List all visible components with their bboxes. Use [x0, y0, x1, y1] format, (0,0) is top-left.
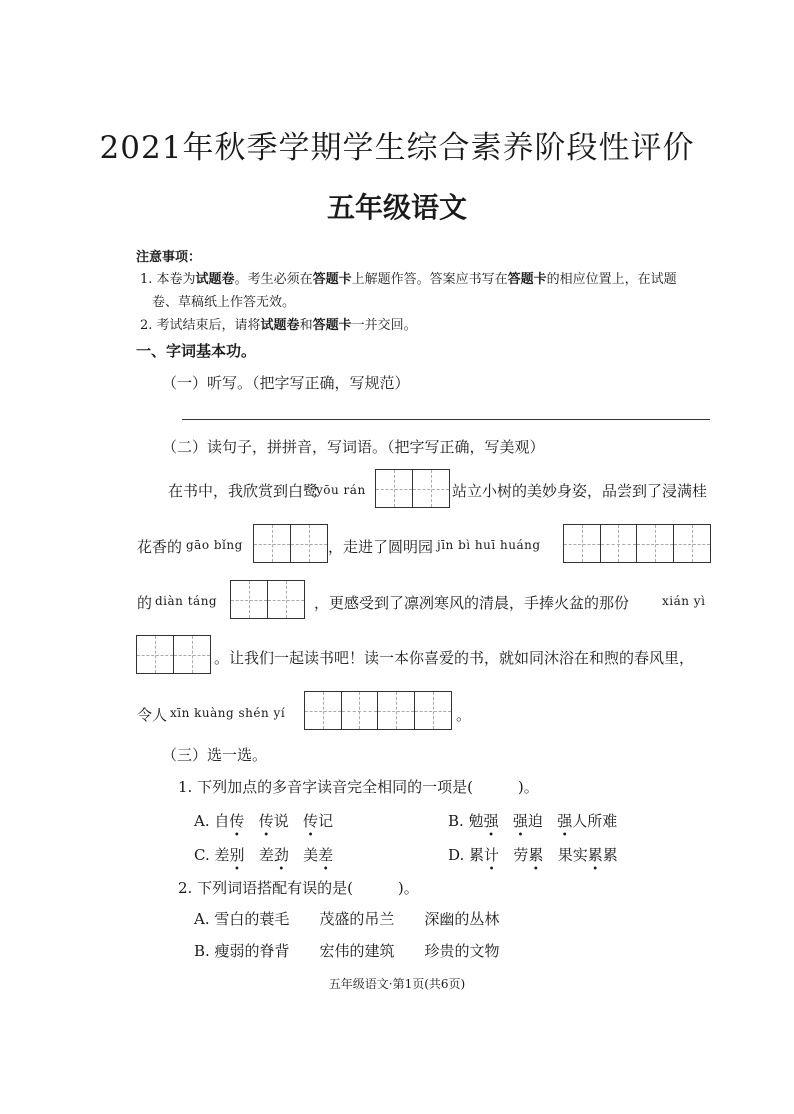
- pinyin-2: gāo bǐng: [186, 538, 243, 552]
- section-1-heading: 一、字词基本功。: [136, 342, 257, 360]
- answer-box-3[interactable]: [563, 524, 711, 563]
- notes-heading: 注意事项：: [136, 250, 202, 265]
- sentence-4: 。让我们一起读书吧！读一本你喜爱的书，就如同沐浴在和煦的春风里，: [214, 649, 695, 667]
- note-1: 1. 本卷为试题卷。考生必须在答题卡上解题作答。答案应书写在答题卡的相应位置上，在试题: [140, 272, 677, 287]
- answer-box-2[interactable]: [253, 524, 328, 563]
- q1-option-c: C. 差别 差劲 美差: [194, 846, 334, 864]
- dictation-line: [182, 419, 710, 420]
- sentence-3b: ，更感受到了凛冽寒风的清晨，手捧火盆的那份: [314, 594, 630, 612]
- page-footer: 五年级语文·第1页(共6页): [328, 977, 466, 991]
- q1-option-b: B. 勉强 强迫 强人所难: [448, 812, 618, 830]
- q1-option-d: D. 累计 劳累 果实累累: [448, 846, 618, 864]
- exam-subtitle: 五年级语文: [326, 191, 467, 224]
- part-3-heading: （三）选一选。: [162, 746, 268, 764]
- sentence-1b: 站立小树的美妙身姿，品尝到了浸满桂: [452, 482, 708, 500]
- answer-box-6[interactable]: [304, 691, 452, 730]
- sentence-5b: 。: [456, 706, 472, 724]
- pinyin-4: diàn táng: [155, 594, 218, 608]
- sentence-2a: 花香的: [137, 538, 183, 556]
- pinyin-1: yōu rán: [316, 483, 366, 497]
- question-2: 2. 下列词语搭配有误的是( )。: [178, 879, 419, 897]
- q2-option-a: A. 雪白的蓑毛 茂盛的吊兰 深幽的丛林: [194, 910, 500, 928]
- pinyin-3: jīn bì huī huáng: [437, 538, 541, 552]
- q1-option-a: A. 自传 传说 传记: [194, 812, 334, 830]
- part-1-heading: （一）听写。（把字写正确，写规范）: [162, 374, 410, 392]
- sentence-1a: 在书中，我欣赏到白鹭: [168, 482, 319, 500]
- exam-title: 2021年秋季学期学生综合素养阶段性评价: [99, 130, 695, 166]
- answer-box-5[interactable]: [136, 635, 211, 674]
- answer-box-4[interactable]: [230, 580, 305, 619]
- pinyin-5: xián yì: [662, 594, 706, 608]
- part-2-heading: （二）读句子，拼拼音，写词语。（把字写正确，写美观）: [162, 438, 545, 456]
- sentence-3a: 的: [137, 594, 153, 612]
- note-1-line2: 卷、草稿纸上作答无效。: [152, 295, 296, 310]
- pinyin-6: xīn kuàng shén yí: [170, 706, 286, 720]
- note-2: 2. 考试结束后，请将试题卷和答题卡一并交回。: [140, 318, 417, 333]
- q2-option-b: B. 瘦弱的脊背 宏伟的建筑 珍贵的文物: [194, 942, 500, 960]
- question-1: 1. 下列加点的多音字读音完全相同的一项是( )。: [178, 778, 539, 796]
- answer-box-1[interactable]: [375, 469, 450, 508]
- sentence-2b: ，走进了圆明园: [328, 538, 434, 556]
- sentence-5a: 令人: [137, 706, 168, 724]
